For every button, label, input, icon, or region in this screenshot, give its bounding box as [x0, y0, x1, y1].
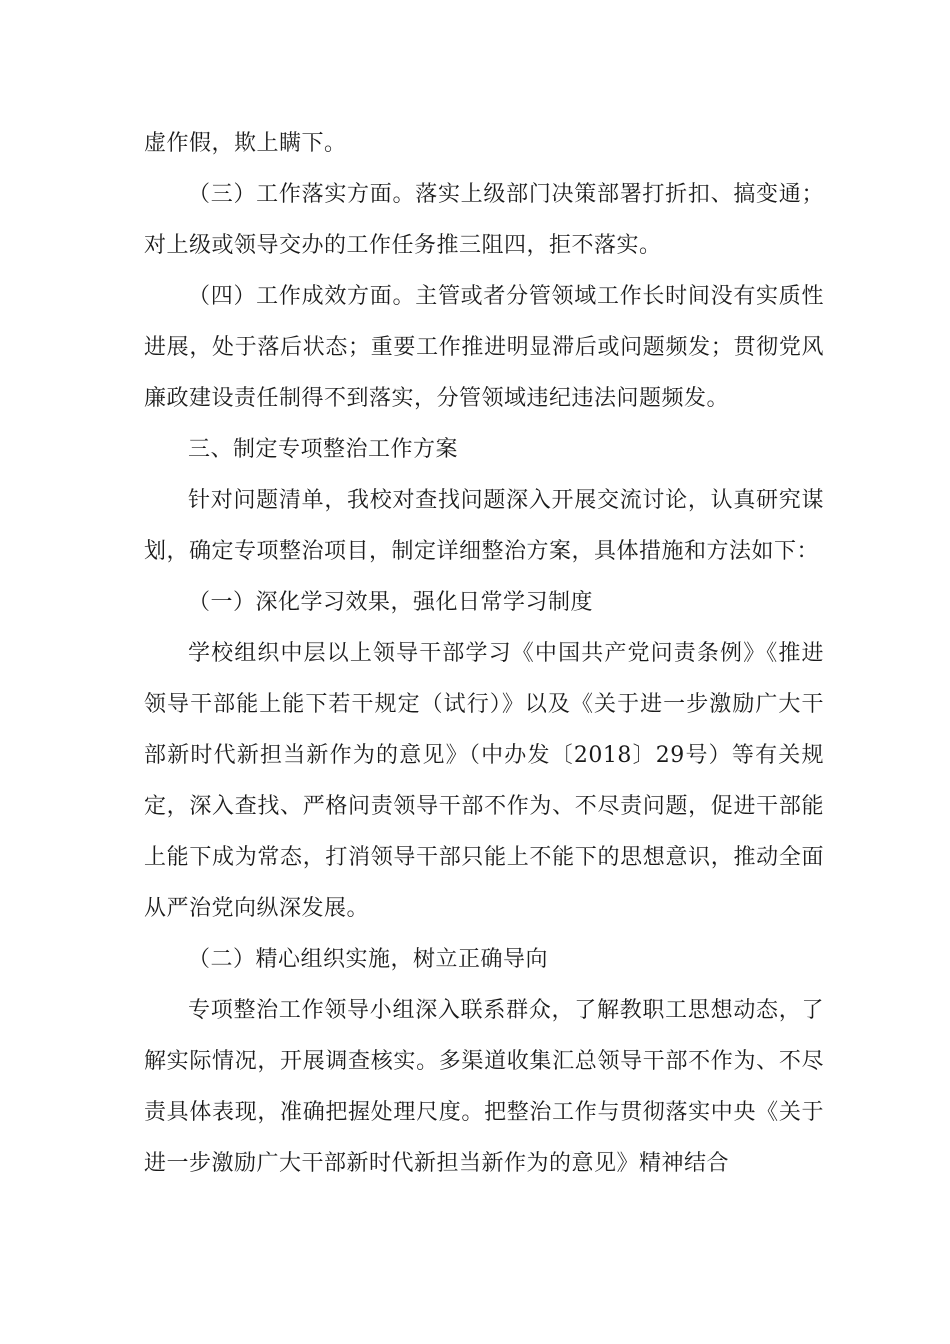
paragraph-continuation: 虚作假，欺上瞒下。 — [144, 131, 347, 156]
paragraph-leading-group: 专项整治工作领导小组深入联系群众，了解教职工思想动态，了解实际情况，开展调查核实。多渠道收集汇总领导干部不作为、不尽责具体表现，准确把握处理尺度。把整治工作与贯彻落实中央《关于进一步激励广大干部新时代新担当新作为的意见》精神结合 — [144, 998, 824, 1176]
section-heading-rectification-plan: 三、制定专项整治工作方案 — [188, 437, 459, 462]
document-body — [144, 118, 824, 1189]
paragraph-work-effectiveness: （四）工作成效方面。主管或者分管领域工作长时间没有实质性进展，处于落后状态；重要工作推进明显滞后或问题频发；贯彻党风廉政建设责任制得不到落实，分管领域违纪违法问题频发。 — [144, 284, 824, 411]
subheading-organize-implementation: （二）精心组织实施，树立正确导向 — [188, 947, 549, 972]
subheading-deepen-learning: （一）深化学习效果，强化日常学习制度 — [188, 590, 594, 615]
paragraph-problem-list: 针对问题清单，我校对查找问题深入开展交流讨论，认真研究谋划，确定专项整治项目，制定详细整治方案，具体措施和方法如下： — [144, 488, 824, 564]
paragraph-work-implementation: （三）工作落实方面。落实上级部门决策部署打折扣、搞变通；对上级或领导交办的工作任务推三阻四，拒不落实。 — [144, 182, 824, 258]
paragraph-study-regulations: 学校组织中层以上领导干部学习《中国共产党问责条例》《推进领导干部能上能下若干规定（试行）》以及《关于进一步激励广大干部新时代新担当新作为的意见》（中办发〔2018〕29号）等有关规定，深入查找、严格问责领导干部不作为、不尽责问题，促进干部能上能下成为常态，打消领导干部只能上不能下的思想意识，推动全面从严治党向纵深发展。 — [144, 641, 825, 921]
